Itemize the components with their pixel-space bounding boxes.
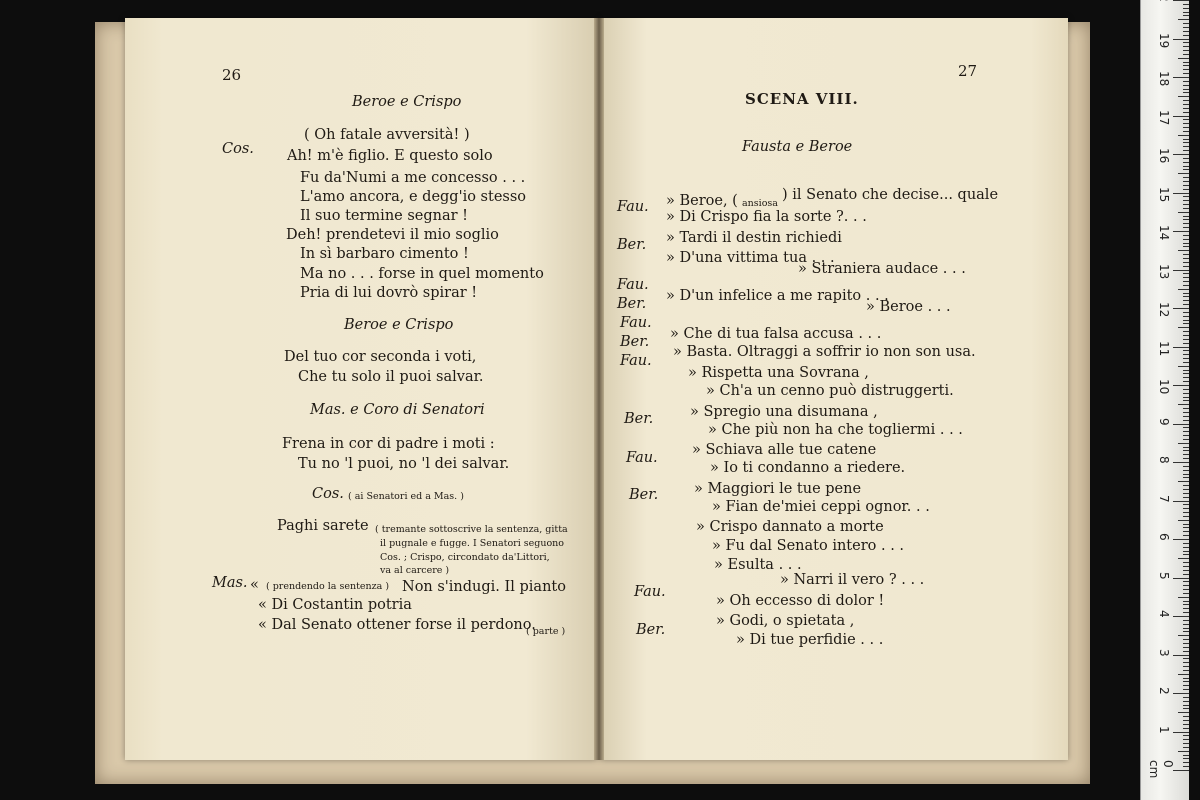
ruler-number: 7: [1157, 494, 1171, 503]
ruler-tick: [1183, 258, 1189, 259]
ruler-tick: [1183, 262, 1189, 263]
right-page-text-line: Fau.: [620, 353, 652, 369]
ruler-tick: [1183, 631, 1189, 632]
ruler-tick: [1178, 520, 1189, 521]
ruler-tick: [1183, 362, 1189, 363]
left-page-text-line: Cos.: [312, 486, 344, 502]
ruler-tick: [1183, 293, 1189, 294]
ruler-tick: [1183, 15, 1189, 16]
ruler-tick: [1178, 751, 1189, 752]
ruler-tick: [1183, 762, 1189, 763]
ruler-tick: [1183, 266, 1189, 267]
right-page-text-line: » Fu dal Senato intero . . .: [712, 538, 905, 554]
ruler-tick: [1183, 273, 1189, 274]
right-page-text-line: » Di Crispo fia la sorte ?. . .: [666, 209, 867, 225]
left-page-text-line: Mas.: [212, 575, 248, 591]
ruler-number: 18: [1157, 71, 1171, 87]
ruler-tick: [1173, 0, 1189, 1]
left-page-text-line: Fu da'Numi a me concesso . . .: [300, 170, 526, 186]
ruler-tick: [1183, 504, 1189, 505]
ruler-tick: [1173, 116, 1189, 117]
ruler-tick: [1183, 524, 1189, 525]
ruler-tick: [1183, 720, 1189, 721]
ruler-tick: [1173, 424, 1189, 425]
right-page-text-line: SCENA VIII.: [745, 90, 859, 108]
ruler-tick: [1178, 327, 1189, 328]
ruler-tick: [1183, 142, 1189, 143]
ruler-tick: [1183, 531, 1189, 532]
ruler-tick: [1183, 639, 1189, 640]
ruler-tick: [1183, 651, 1189, 652]
left-page-text-line: Beroe e Crispo: [344, 317, 454, 333]
ruler-tick: [1183, 431, 1189, 432]
right-page-text-line: » Narri il vero ? . . .: [780, 572, 925, 588]
left-page-text-line: Cos. ; Crispo, circondato da'Littori,: [380, 552, 550, 563]
ruler-tick: [1183, 296, 1189, 297]
ruler-tick: [1183, 100, 1189, 101]
ruler-tick: [1183, 705, 1189, 706]
right-page-text-line: » Beroe . . .: [866, 299, 951, 315]
ruler-tick: [1183, 458, 1189, 459]
left-page-text-line: Ma no . . . forse in quel momento: [300, 266, 544, 282]
ruler-tick: [1183, 470, 1189, 471]
ruler-tick: [1183, 620, 1189, 621]
left-page-number: 26: [222, 66, 242, 84]
ruler-number: 2: [1157, 687, 1171, 695]
right-page-text-line: Fau.: [617, 277, 649, 293]
ruler-tick: [1183, 185, 1189, 186]
ruler-tick: [1183, 46, 1189, 47]
ruler-tick: [1183, 412, 1189, 413]
ruler-tick: [1183, 589, 1189, 590]
left-page-text-line: ( tremante sottoscrive la sentenza, gitta: [375, 524, 568, 535]
ruler-tick: [1183, 177, 1189, 178]
left-page-text-line: Deh! prendetevi il mio soglio: [286, 227, 499, 243]
ruler-number: 1: [1157, 725, 1171, 734]
right-page-text-line: » Spregio una disumana ,: [690, 404, 878, 420]
left-page-text-line: « Di Costantin potria: [258, 597, 412, 613]
ruler-tick: [1183, 331, 1189, 332]
ruler-tick: [1173, 308, 1189, 309]
ruler-tick: [1183, 547, 1189, 548]
right-page-text-line: Fau.: [626, 450, 658, 466]
ruler-tick: [1183, 235, 1189, 236]
ruler-tick: [1178, 635, 1189, 636]
ruler-tick: [1183, 512, 1189, 513]
ruler-number: 19: [1157, 32, 1171, 48]
right-page-text-line: » Crispo dannato a morte: [696, 519, 884, 535]
left-page-text-line: Cos.: [222, 141, 254, 157]
ruler-number: 4: [1157, 610, 1171, 618]
ruler-tick: [1173, 231, 1189, 232]
ruler-tick: [1173, 385, 1189, 386]
ruler-tick: [1183, 450, 1189, 451]
ruler-tick: [1183, 81, 1189, 82]
right-page-text-line: » Rispetta una Sovrana ,: [688, 365, 869, 381]
right-page-text-line: » Oh eccesso di dolor !: [716, 593, 885, 609]
ruler-tick: [1183, 554, 1189, 555]
ruler-tick: [1183, 447, 1189, 448]
ruler-number: 13: [1157, 263, 1171, 279]
left-page-text-line: Beroe e Crispo: [352, 94, 462, 110]
ruler-tick: [1183, 285, 1189, 286]
ruler-tick: [1183, 169, 1189, 170]
ruler-tick: [1183, 562, 1189, 563]
right-page-text-line: » Di tue perfidie . . .: [736, 632, 884, 648]
right-page-text-line: » D'una vittima tua . . .: [666, 250, 835, 266]
ruler-tick: [1178, 135, 1189, 136]
ruler-tick: [1183, 92, 1189, 93]
ruler-tick: [1183, 381, 1189, 382]
ruler-tick: [1183, 400, 1189, 401]
left-page-text-line: Del tuo cor seconda i voti,: [284, 349, 477, 365]
left-page-text-line: Non s'indugi. Il pianto: [402, 579, 566, 595]
ruler-tick: [1178, 289, 1189, 290]
ruler-tick: [1183, 73, 1189, 74]
right-page-text-line: » Basta. Oltraggi a soffrir io non son usa.: [673, 344, 976, 360]
ruler-tick: [1183, 189, 1189, 190]
right-page-text-line: » Che di tua falsa accusa . . .: [670, 326, 882, 342]
ruler-tick: [1183, 166, 1189, 167]
ruler-tick: [1183, 358, 1189, 359]
ruler-tick: [1178, 481, 1189, 482]
ruler-tick: [1183, 427, 1189, 428]
ruler-tick: [1183, 320, 1189, 321]
ruler-tick: [1178, 404, 1189, 405]
ruler-tick: [1183, 281, 1189, 282]
ruler-tick: [1183, 608, 1189, 609]
left-page-text-line: Tu no 'l puoi, no 'l dei salvar.: [298, 456, 510, 472]
ruler-tick: [1183, 543, 1189, 544]
ruler-tick: [1183, 4, 1189, 5]
right-page-text-line: » Che più non ha che togliermi . . .: [708, 422, 963, 438]
ruler-number: 9: [1157, 417, 1171, 426]
ruler-tick: [1183, 581, 1189, 582]
ruler-tick: [1183, 69, 1189, 70]
ruler-tick: [1183, 335, 1189, 336]
ruler-tick: [1173, 578, 1189, 579]
ruler-tick: [1183, 223, 1189, 224]
ruler-tick: [1178, 597, 1189, 598]
ruler-tick: [1173, 154, 1189, 155]
left-page-text-line: ( parte ): [526, 626, 566, 637]
right-page-text-line: Ber.: [624, 411, 654, 427]
ruler-tick: [1183, 146, 1189, 147]
ruler-tick: [1183, 535, 1189, 536]
ruler-tick: [1183, 131, 1189, 132]
ruler-tick: [1183, 766, 1189, 767]
ruler-tick: [1178, 366, 1189, 367]
ruler-tick: [1183, 31, 1189, 32]
ruler-tick: [1183, 574, 1189, 575]
ruler-tick: [1183, 54, 1189, 55]
ruler-tick: [1183, 112, 1189, 113]
ruler-number: 8: [1157, 456, 1171, 464]
right-page-text-line: » Esulta . . .: [714, 557, 802, 573]
ruler-tick: [1183, 35, 1189, 36]
ruler-tick: [1183, 724, 1189, 725]
measuring-ruler: [1140, 0, 1189, 800]
left-page-text-line: va al carcere ): [380, 565, 450, 576]
ruler-tick: [1183, 393, 1189, 394]
ruler-tick: [1183, 339, 1189, 340]
right-page-text-line: Fau.: [617, 199, 649, 215]
ruler-tick: [1183, 370, 1189, 371]
ruler-tick: [1183, 243, 1189, 244]
ruler-unit-label: 0 cm: [1147, 760, 1175, 779]
ruler-tick: [1183, 735, 1189, 736]
ruler-tick: [1183, 685, 1189, 686]
ruler-tick: [1173, 462, 1189, 463]
ruler-tick: [1183, 678, 1189, 679]
ruler-tick: [1183, 123, 1189, 124]
ruler-tick: [1183, 701, 1189, 702]
ruler-tick: [1183, 628, 1189, 629]
ruler-tick: [1183, 158, 1189, 159]
ruler-tick: [1183, 474, 1189, 475]
ruler-tick: [1183, 666, 1189, 667]
ruler-tick: [1183, 104, 1189, 105]
left-page-text-line: L'amo ancora, e degg'io stesso: [300, 189, 527, 205]
right-page-number: 27: [958, 62, 978, 80]
right-page-text-line: » Fian de'miei ceppi ognor. . .: [712, 499, 930, 515]
right-page-text-line: » Maggiori le tue pene: [694, 481, 862, 497]
right-page-text-line: Fausta e Beroe: [742, 139, 853, 155]
ruler-number: 16: [1157, 148, 1171, 164]
ruler-tick: [1183, 108, 1189, 109]
book-gutter: [594, 18, 604, 760]
ruler-tick: [1178, 558, 1189, 559]
ruler-tick: [1183, 139, 1189, 140]
ruler-tick: [1183, 681, 1189, 682]
ruler-tick: [1183, 477, 1189, 478]
ruler-tick: [1183, 27, 1189, 28]
ruler-tick: [1178, 173, 1189, 174]
ruler-tick: [1173, 501, 1189, 502]
ruler-tick: [1173, 347, 1189, 348]
ruler-number: 14: [1157, 225, 1171, 241]
right-page-text-line: Ber.: [636, 622, 666, 638]
ruler-tick: [1183, 466, 1189, 467]
ruler-tick: [1183, 416, 1189, 417]
ruler-tick: [1173, 770, 1189, 771]
ruler-tick: [1178, 712, 1189, 713]
ruler-number: 10: [1157, 379, 1171, 395]
ruler-tick: [1183, 50, 1189, 51]
ruler-number: 3: [1157, 648, 1171, 657]
ruler-tick: [1183, 420, 1189, 421]
ruler-tick: [1183, 743, 1189, 744]
right-page-text-line: Ber.: [629, 487, 659, 503]
left-page-text-line: Il suo termine segnar !: [300, 208, 469, 224]
right-page-text-line: » Beroe, (: [666, 193, 738, 209]
ruler-tick: [1173, 732, 1189, 733]
ruler-tick: [1183, 304, 1189, 305]
ruler-tick: [1183, 612, 1189, 613]
ruler-tick: [1183, 343, 1189, 344]
right-page-text-line: » Ch'a un cenno può distruggerti.: [706, 383, 954, 399]
right-page-text-line: » Godi, o spietata ,: [716, 613, 855, 629]
ruler-tick: [1183, 373, 1189, 374]
ruler-tick: [1183, 516, 1189, 517]
left-page-text-line: In sì barbaro cimento !: [300, 246, 469, 262]
ruler-tick: [1183, 708, 1189, 709]
ruler-tick: [1183, 585, 1189, 586]
ruler-tick: [1183, 601, 1189, 602]
ruler-tick: [1173, 39, 1189, 40]
ruler-tick: [1183, 689, 1189, 690]
ruler-tick: [1183, 208, 1189, 209]
right-page-text-line: » Schiava alle tue catene: [692, 442, 877, 458]
ruler-tick: [1183, 493, 1189, 494]
right-page-text-line: Ber.: [620, 334, 650, 350]
ruler-tick: [1183, 200, 1189, 201]
ruler-tick: [1178, 443, 1189, 444]
ruler-tick: [1183, 658, 1189, 659]
ruler-tick: [1183, 739, 1189, 740]
ruler-tick: [1183, 227, 1189, 228]
left-page-text-line: ( ai Senatori ed a Mas. ): [348, 491, 464, 502]
ruler-number: 5: [1157, 571, 1171, 580]
right-page-text-line: ansiosa: [742, 198, 778, 209]
ruler-tick: [1173, 77, 1189, 78]
ruler-number: 17: [1157, 109, 1171, 125]
ruler-tick: [1183, 758, 1189, 759]
ruler-tick: [1183, 300, 1189, 301]
ruler-tick: [1183, 728, 1189, 729]
ruler-tick: [1178, 674, 1189, 675]
ruler-number: [1157, 0, 1171, 2]
ruler-tick: [1183, 662, 1189, 663]
ruler-tick: [1183, 389, 1189, 390]
right-page-text-line: » Io ti condanno a riedere.: [710, 460, 906, 476]
left-page-text-line: Che tu solo il puoi salvar.: [298, 369, 484, 385]
ruler-tick: [1183, 312, 1189, 313]
ruler-tick: [1183, 408, 1189, 409]
right-page-text-line: Fau.: [634, 584, 666, 600]
right-page-text-line: ) il Senato che decise... quale: [782, 187, 999, 203]
left-page-text-line: Frena in cor di padre i moti :: [282, 436, 495, 452]
ruler-tick: [1183, 485, 1189, 486]
right-page-text-line: Ber.: [617, 237, 647, 253]
ruler-tick: [1183, 350, 1189, 351]
ruler-tick: [1178, 96, 1189, 97]
ruler-tick: [1183, 435, 1189, 436]
ruler-tick: [1183, 354, 1189, 355]
ruler-tick: [1183, 181, 1189, 182]
ruler-tick: [1173, 539, 1189, 540]
left-page-text-line: il pugnale e fugge. I Senatori seguono: [380, 538, 565, 549]
ruler-tick: [1178, 212, 1189, 213]
ruler-tick: [1183, 89, 1189, 90]
ruler-tick: [1183, 316, 1189, 317]
left-page-text-line: Mas. e Coro di Senatori: [310, 402, 485, 418]
ruler-tick: [1183, 643, 1189, 644]
ruler-tick: [1183, 246, 1189, 247]
ruler-tick: [1173, 616, 1189, 617]
left-page-text-line: ( Oh fatale avversità! ): [304, 127, 470, 143]
ruler-tick: [1183, 716, 1189, 717]
ruler-tick: [1183, 439, 1189, 440]
ruler-tick: [1183, 508, 1189, 509]
left-page-text-line: ( prendendo la sentenza ): [266, 581, 390, 592]
ruler-tick: [1183, 566, 1189, 567]
ruler-tick: [1183, 216, 1189, 217]
ruler-tick: [1183, 219, 1189, 220]
left-page-text-line: « Dal Senato ottener forse il perdono.: [258, 617, 536, 633]
ruler-tick: [1183, 323, 1189, 324]
ruler-tick: [1183, 62, 1189, 63]
ruler-number: 6: [1157, 533, 1171, 541]
ruler-tick: [1183, 239, 1189, 240]
left-page-text-line: Pria di lui dovrò spirar !: [300, 285, 478, 301]
ruler-tick: [1183, 119, 1189, 120]
ruler-tick: [1183, 204, 1189, 205]
right-page-text-line: » Straniera audace . . .: [798, 261, 966, 277]
ruler-number: 11: [1157, 340, 1171, 356]
ruler-tick: [1183, 593, 1189, 594]
ruler-tick: [1183, 755, 1189, 756]
ruler-tick: [1183, 127, 1189, 128]
left-page-text-line: Paghi sarete: [277, 518, 369, 534]
ruler-tick: [1183, 570, 1189, 571]
ruler-tick: [1183, 604, 1189, 605]
ruler-tick: [1183, 697, 1189, 698]
ruler-tick: [1183, 150, 1189, 151]
ruler-tick: [1173, 693, 1189, 694]
right-page-text-line: Fau.: [620, 315, 652, 331]
ruler-tick: [1183, 85, 1189, 86]
ruler-tick: [1183, 497, 1189, 498]
ruler-tick: [1173, 270, 1189, 271]
ruler-tick: [1183, 551, 1189, 552]
left-page-text-line: «: [250, 577, 259, 593]
ruler-tick: [1173, 655, 1189, 656]
ruler-tick: [1183, 162, 1189, 163]
ruler-tick: [1183, 397, 1189, 398]
ruler-tick: [1183, 670, 1189, 671]
ruler-tick: [1183, 377, 1189, 378]
left-page-text-line: Ah! m'è figlio. E questo solo: [287, 148, 493, 164]
right-page-text-line: Ber.: [617, 296, 647, 312]
ruler-tick: [1183, 8, 1189, 9]
ruler-tick: [1178, 19, 1189, 20]
ruler-tick: [1183, 65, 1189, 66]
ruler-tick: [1183, 624, 1189, 625]
ruler-tick: [1183, 277, 1189, 278]
ruler-tick: [1183, 747, 1189, 748]
right-page-text-line: » D'un infelice a me rapito . . .: [666, 288, 889, 304]
ruler-tick: [1173, 193, 1189, 194]
ruler-tick: [1183, 12, 1189, 13]
ruler-tick: [1178, 58, 1189, 59]
ruler-tick: [1183, 489, 1189, 490]
ruler-number: 12: [1157, 302, 1171, 318]
right-page-text-line: » Tardi il destin richiedi: [666, 230, 842, 246]
ruler-tick: [1183, 647, 1189, 648]
ruler-tick: [1183, 42, 1189, 43]
ruler-tick: [1183, 527, 1189, 528]
ruler-tick: [1183, 196, 1189, 197]
ruler-tick: [1183, 254, 1189, 255]
ruler-tick: [1183, 454, 1189, 455]
ruler-number: 15: [1157, 186, 1171, 202]
ruler-tick: [1183, 23, 1189, 24]
ruler-tick: [1178, 250, 1189, 251]
